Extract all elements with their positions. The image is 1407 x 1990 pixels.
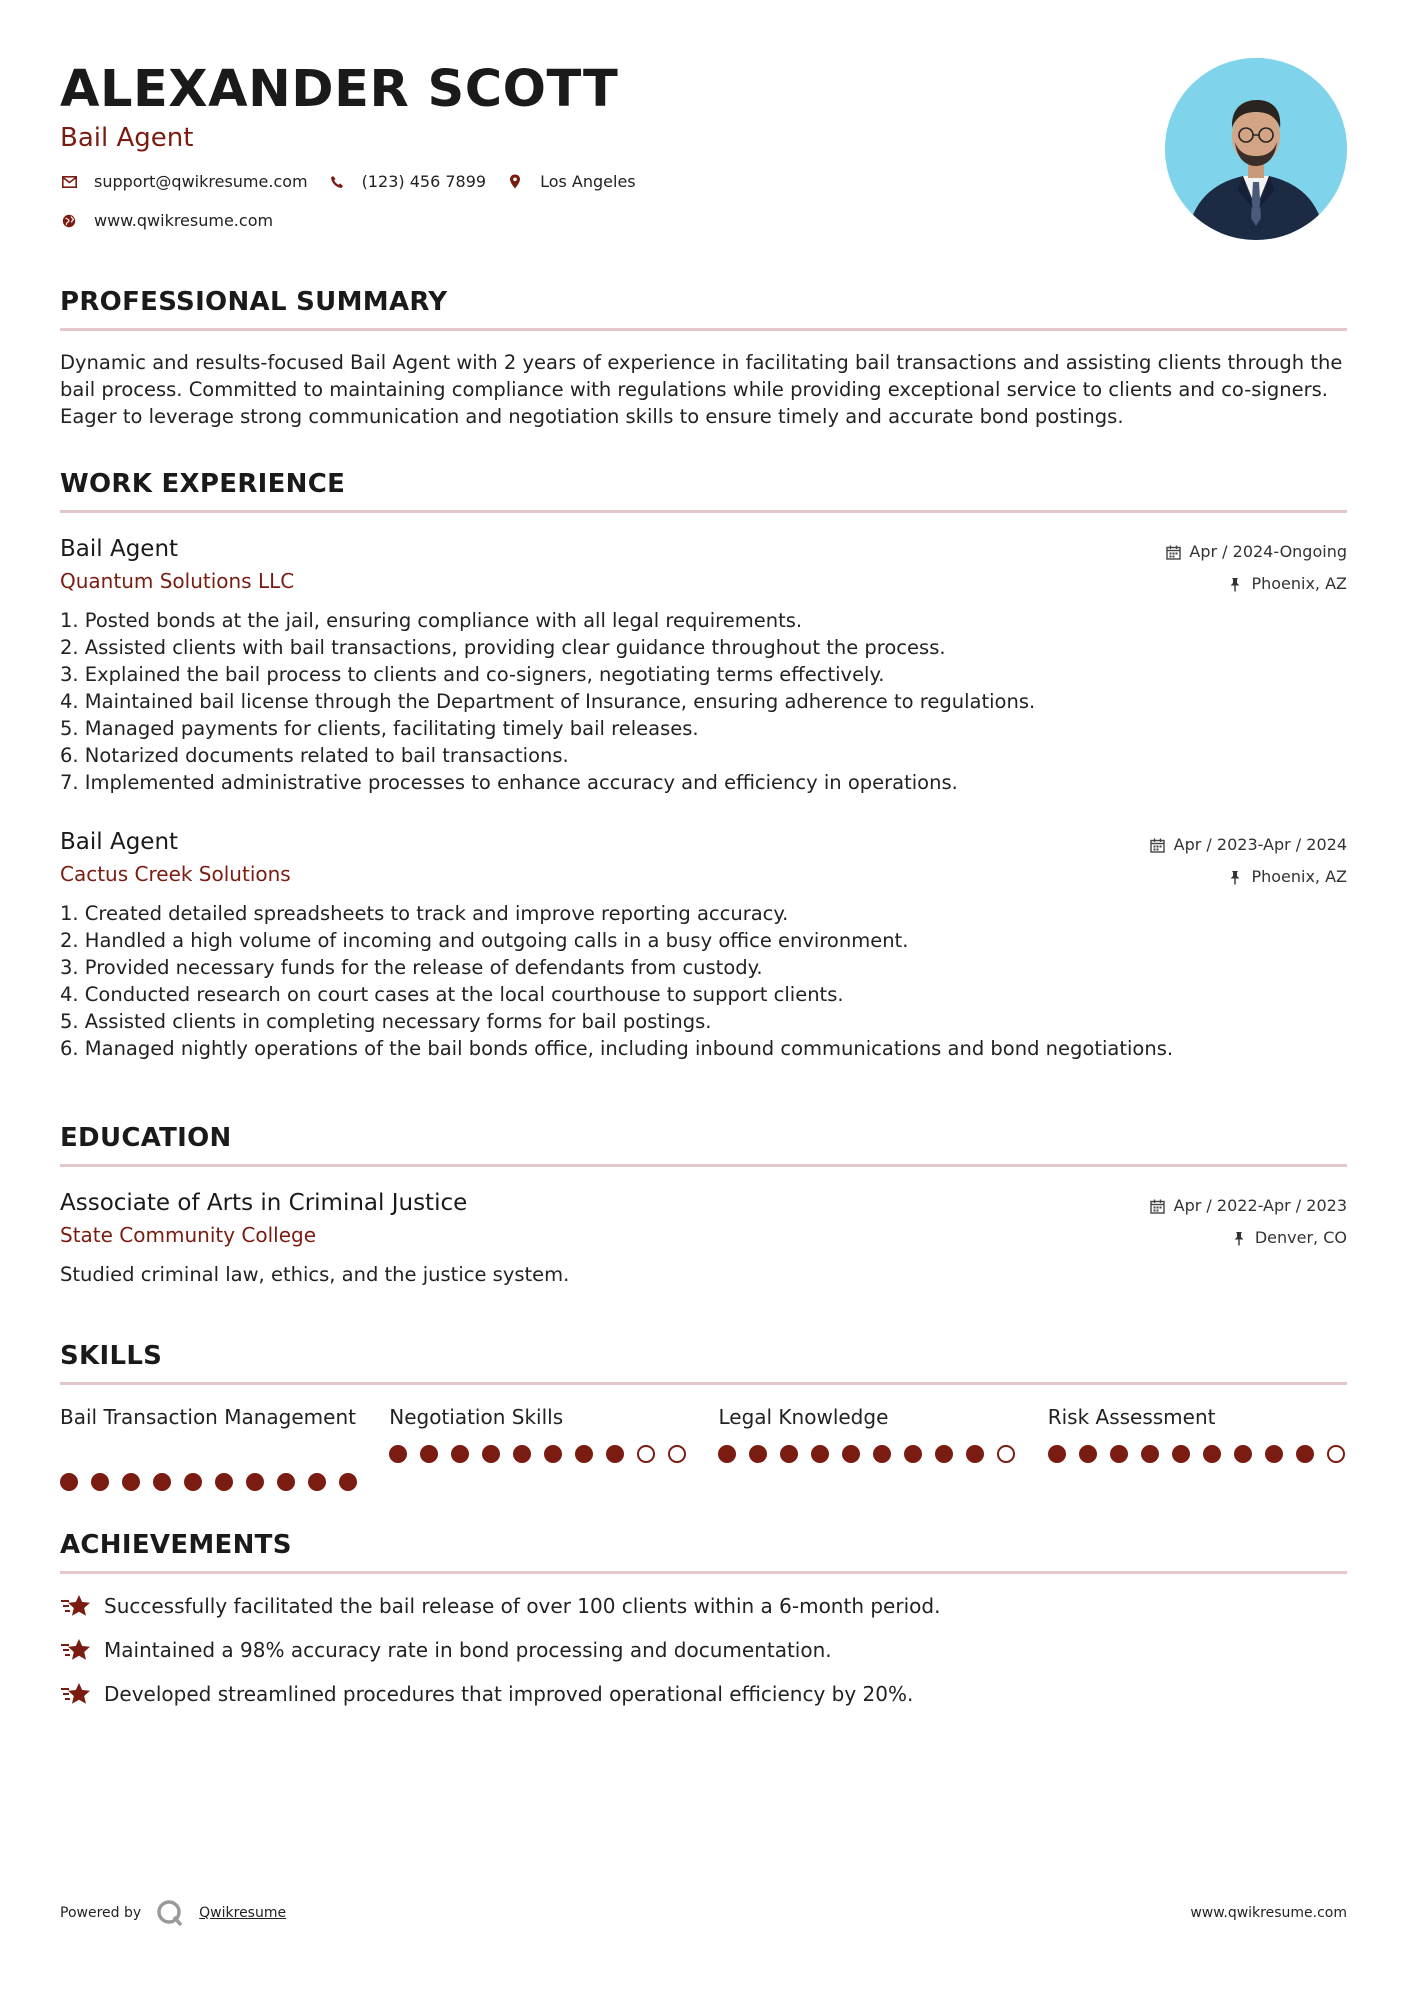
rating-dot-filled <box>60 1473 78 1491</box>
list-item: 2. Handled a high volume of incoming and outgoing calls in a busy office environment. <box>60 929 909 952</box>
rating-dot-filled <box>1110 1445 1128 1463</box>
list-item: 7. Implemented administrative processes to enhance accuracy and efficiency in operations. <box>60 771 958 794</box>
rating-dot-filled <box>451 1445 469 1463</box>
list-item: 1. Created detailed spreadsheets to track and improve reporting accuracy. <box>60 902 789 925</box>
skill-item <box>60 1403 389 1491</box>
rating-dot-empty <box>637 1445 655 1463</box>
education-location: Denver, CO <box>1254 1228 1347 1247</box>
contact-website[interactable] <box>60 211 273 230</box>
summary-title: PROFESSIONAL SUMMARY <box>60 286 1347 331</box>
rating-dot-filled <box>277 1473 295 1491</box>
skill-rating <box>718 1445 1047 1463</box>
rating-dot-filled <box>842 1445 860 1463</box>
rating-dot-filled <box>1265 1445 1283 1463</box>
education-description: Studied criminal law, ethics, and the justice system. <box>60 1263 570 1286</box>
achievements-title: ACHIEVEMENTS <box>60 1529 1347 1574</box>
rating-dot-empty <box>1327 1445 1345 1463</box>
location-text: Los Angeles <box>540 172 636 191</box>
candidate-role: Bail Agent <box>60 123 194 153</box>
calendar-icon <box>1150 1198 1166 1214</box>
skill-item <box>1048 1403 1347 1491</box>
job-location: Phoenix, AZ <box>1251 867 1347 886</box>
achievements-section <box>60 1529 1347 1708</box>
rating-dot-filled <box>246 1473 264 1491</box>
rating-dot-filled <box>966 1445 984 1463</box>
skill-item <box>718 1403 1047 1491</box>
rating-dot-filled <box>513 1445 531 1463</box>
list-item: 5. Assisted clients in completing necessary forms for bail postings. <box>60 1010 712 1033</box>
job-title: Bail Agent <box>60 536 179 562</box>
achievement-text: Successfully facilitated the bail release of over 100 clients within a 6-month period. <box>104 1594 941 1618</box>
skill-item <box>389 1403 718 1491</box>
summary-section <box>60 286 1347 430</box>
rating-dot-empty <box>668 1445 686 1463</box>
person-portrait-icon <box>1165 58 1347 240</box>
list-item: 4. Maintained bail license through the Department of Insurance, ensuring adherence to regulations. <box>60 690 1036 713</box>
list-item: 1. Posted bonds at the jail, ensuring compliance with all legal requirements. <box>60 609 803 632</box>
skill-rating <box>60 1473 389 1491</box>
list-item: 4. Conducted research on court cases at the local courthouse to support clients. <box>60 983 844 1006</box>
education-dates: Apr / 2022-Apr / 2023 <box>1173 1196 1347 1215</box>
website-text: www.qwikresume.com <box>94 211 274 230</box>
skills-row <box>60 1403 1347 1491</box>
job-dates: Apr / 2023-Apr / 2024 <box>1173 835 1347 854</box>
rating-dot-filled <box>606 1445 624 1463</box>
rating-dot-filled <box>749 1445 767 1463</box>
rating-dot-filled <box>1172 1445 1190 1463</box>
rating-dot-filled <box>811 1445 829 1463</box>
experience-section <box>60 468 1347 1062</box>
experience-title: WORK EXPERIENCE <box>60 468 1347 513</box>
phone-text: (123) 456 7899 <box>361 172 487 191</box>
list-item: 3. Explained the bail process to clients and co-signers, negotiating terms effectively. <box>60 663 885 686</box>
rating-dot-filled <box>575 1445 593 1463</box>
rating-dot-empty <box>997 1445 1015 1463</box>
achievement-item <box>60 1592 1347 1620</box>
education-section <box>60 1122 1347 1288</box>
list-item: 6. Notarized documents related to bail transactions. <box>60 744 569 767</box>
rating-dot-filled <box>1079 1445 1097 1463</box>
skills-section <box>60 1340 1347 1491</box>
pushpin-icon <box>1231 1230 1247 1246</box>
list-item: 6. Managed nightly operations of the bail bonds office, including inbound communications and bond negotiations. <box>60 1037 1174 1060</box>
job-title: Bail Agent <box>60 829 179 855</box>
achievement-text: Developed streamlined procedures that improved operational efficiency by 20%. <box>104 1682 914 1706</box>
rating-dot-filled <box>718 1445 736 1463</box>
powered-by-label: Powered by <box>60 1905 142 1921</box>
rating-dot-filled <box>389 1445 407 1463</box>
skill-name: Risk Assessment <box>1047 1405 1216 1429</box>
rating-dot-filled <box>1141 1445 1159 1463</box>
rating-dot-filled <box>482 1445 500 1463</box>
summary-text: Dynamic and results-focused Bail Agent with 2 years of experience in facilitating bail transactions and assisting clients through the bail process. Committed to maintaining compliance with regulations while providing exceptional service to clients and co-signers. Eager to leverage strong communication and negotiation skills to ensure timely and accurate bond postings. <box>60 351 1343 428</box>
rating-dot-filled <box>1203 1445 1221 1463</box>
rating-dot-filled <box>215 1473 233 1491</box>
profile-photo <box>1165 58 1347 240</box>
contact-phone[interactable] <box>328 172 486 191</box>
qwikresume-logo-icon <box>155 1898 185 1928</box>
rating-dot-filled <box>91 1473 109 1491</box>
globe-icon <box>60 212 78 230</box>
job-company: Cactus Creek Solutions <box>60 862 291 886</box>
rating-dot-filled <box>873 1445 891 1463</box>
rating-dot-filled <box>308 1473 326 1491</box>
rating-dot-filled <box>935 1445 953 1463</box>
job-entry <box>60 826 1347 1062</box>
powered-by <box>60 1898 286 1928</box>
job-entry <box>60 533 1347 796</box>
candidate-name: ALEXANDER SCOTT <box>60 60 619 119</box>
education-entry <box>60 1187 1347 1288</box>
rating-dot-filled <box>420 1445 438 1463</box>
star-award-icon <box>60 1680 92 1708</box>
calendar-icon <box>1150 837 1166 853</box>
rating-dot-filled <box>1234 1445 1252 1463</box>
job-location: Phoenix, AZ <box>1251 574 1347 593</box>
degree-title: Associate of Arts in Criminal Justice <box>60 1190 468 1216</box>
pushpin-icon <box>1227 576 1243 592</box>
pushpin-icon <box>1227 869 1243 885</box>
skill-rating <box>1048 1445 1347 1463</box>
skill-name: Legal Knowledge <box>718 1405 889 1429</box>
list-item: 2. Assisted clients with bail transactions, providing clear guidance throughout the process. <box>60 636 946 659</box>
job-dates: Apr / 2024-Ongoing <box>1189 542 1347 561</box>
achievement-text: Maintained a 98% accuracy rate in bond processing and documentation. <box>104 1638 832 1662</box>
education-title: EDUCATION <box>60 1122 1347 1167</box>
page-footer <box>60 1898 1347 1928</box>
resume-header <box>60 0 1347 252</box>
contact-email[interactable] <box>60 172 308 191</box>
achievement-item <box>60 1680 1347 1708</box>
qwikresume-link[interactable]: Qwikresume <box>199 1905 287 1921</box>
achievement-item <box>60 1636 1347 1664</box>
rating-dot-filled <box>122 1473 140 1491</box>
star-award-icon <box>60 1592 92 1620</box>
rating-dot-filled <box>544 1445 562 1463</box>
skills-title: SKILLS <box>60 1340 1347 1385</box>
map-pin-icon <box>506 173 524 191</box>
footer-website[interactable]: www.qwikresume.com <box>1190 1905 1347 1921</box>
contact-row-2 <box>60 211 1347 230</box>
rating-dot-filled <box>904 1445 922 1463</box>
contact-location <box>506 172 636 191</box>
skill-name: Bail Transaction Management <box>60 1405 356 1429</box>
job-company: Quantum Solutions LLC <box>60 569 295 593</box>
star-award-icon <box>60 1636 92 1664</box>
contact-row <box>60 172 1347 191</box>
skill-rating <box>389 1445 718 1463</box>
phone-icon <box>328 173 346 191</box>
skill-name: Negotiation Skills <box>389 1405 564 1429</box>
list-item: 3. Provided necessary funds for the release of defendants from custody. <box>60 956 763 979</box>
rating-dot-filled <box>780 1445 798 1463</box>
rating-dot-filled <box>1048 1445 1066 1463</box>
list-item: 5. Managed payments for clients, facilitating timely bail releases. <box>60 717 699 740</box>
rating-dot-filled <box>153 1473 171 1491</box>
job-bullets <box>60 900 1347 1062</box>
school-name: State Community College <box>60 1223 317 1247</box>
rating-dot-filled <box>339 1473 357 1491</box>
envelope-icon <box>60 173 78 191</box>
rating-dot-filled <box>1296 1445 1314 1463</box>
rating-dot-filled <box>184 1473 202 1491</box>
achievements-list <box>60 1592 1347 1708</box>
calendar-icon <box>1165 544 1181 560</box>
job-bullets <box>60 607 1347 796</box>
email-text: support@qwikresume.com <box>94 172 308 191</box>
